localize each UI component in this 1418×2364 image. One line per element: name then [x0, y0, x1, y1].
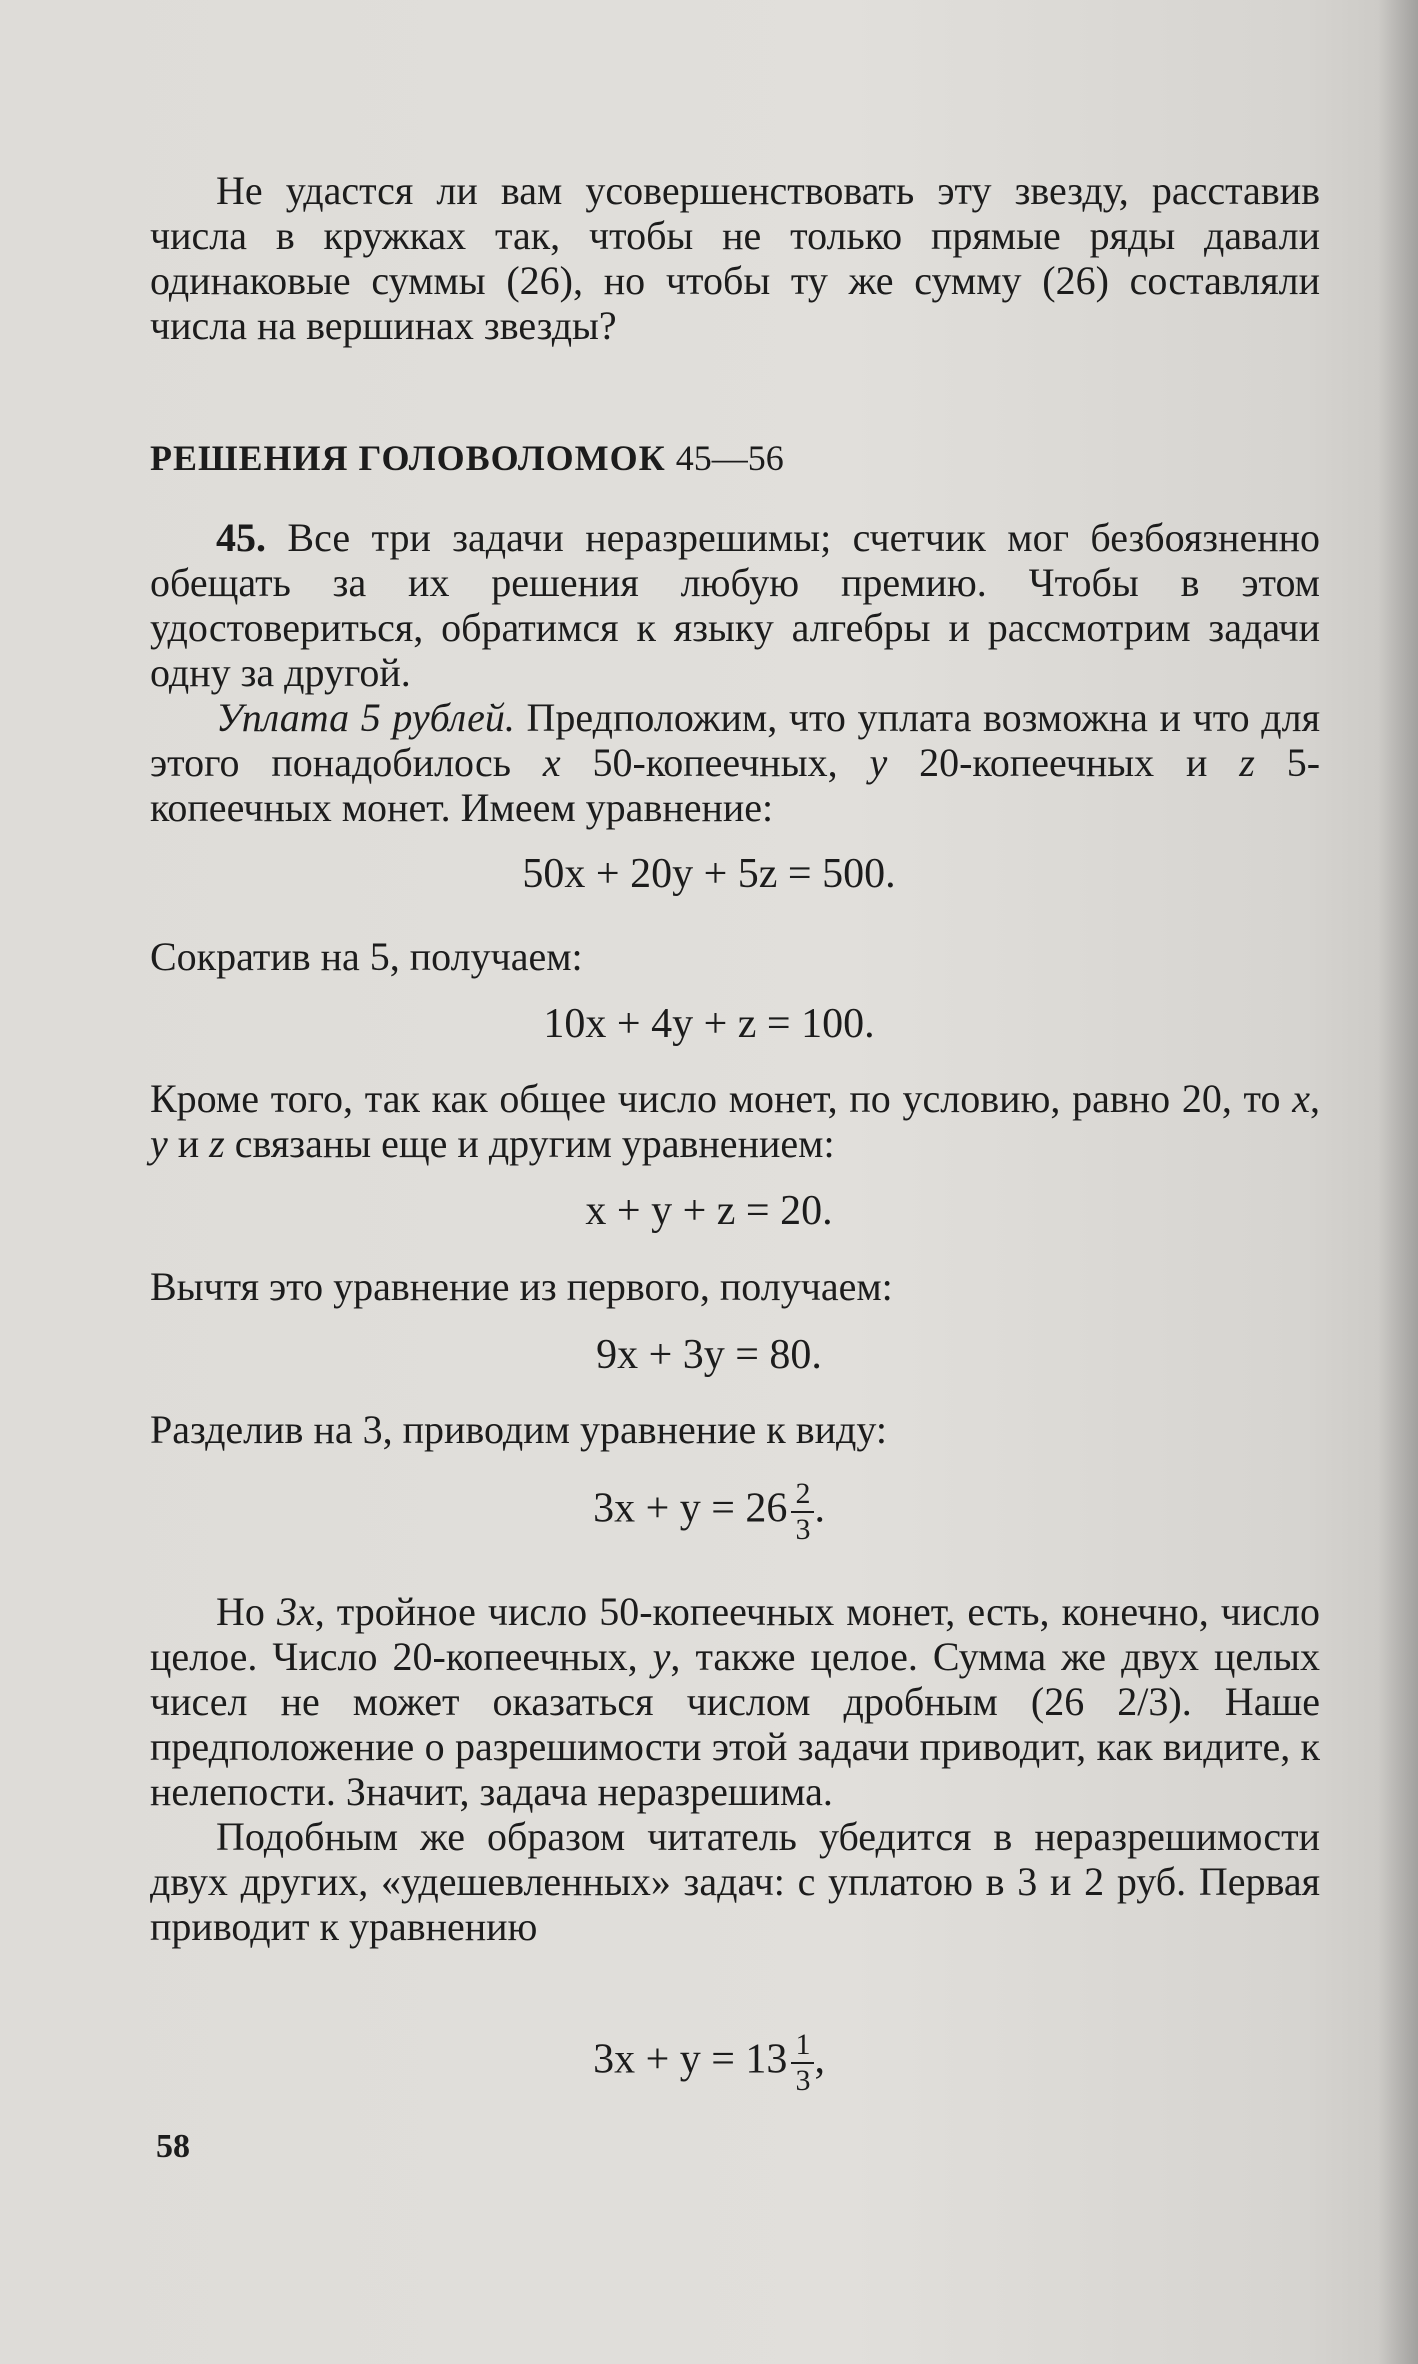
solution-p8: Подобным же образом читатель убедится в неразрешимости двух других, «удешевленных» задач: с уплатою в 3 и 2 руб. Первая приводит к уравнению — [150, 1814, 1320, 1949]
page-number: 58 — [156, 2128, 190, 2165]
solution-p5: Вычтя это уравнение из первого, получаем: — [150, 1264, 893, 1309]
equation-6: 3x + y = 13 $\frac{1}{3}$ , — [593, 2028, 825, 2097]
solution-p7: Но 3x, тройное число 50-копеечных монет, есть, конечно, число целое. Число 20-копеечных, y, также целое. Сумма же двух целых чисел не может оказаться числом дробным (26 2/3). Наше предположение о разрешимости этой задачи приводит, как видите, к нелепости. Значит, задача неразрешима. Подобным же образом читатель убедится в неразрешимости двух других, «удешевленных» задач: с уплатою в 3 и 2 руб. Первая приводит к уравнению — [150, 1589, 1321, 1949]
page-edge-shadow — [1378, 0, 1418, 2364]
equation-3: x + y + z = 20. — [585, 1188, 833, 1234]
heading-title: РЕШЕНИЯ ГОЛОВОЛОМОК — [150, 438, 666, 478]
solution-p2: Уплата 5 рублей. Предположим, что уплата возможна и что для этого понадобилось x 50-копеечных, y 20-копеечных и z 5-копеечных монет. Имеем уравнение: — [150, 695, 1321, 830]
solution-p3: Сократив на 5, получаем: — [150, 934, 583, 979]
solution-p4: Кроме того, так как общее число монет, по условию, равно 20, то x, y и z связаны еще и другим уравнением: — [150, 1076, 1320, 1166]
section-heading — [150, 437, 784, 479]
heading-range: 45—56 — [675, 438, 784, 478]
solution-p6: Разделив на 3, приводим уравнение к виду: — [150, 1407, 887, 1452]
equation-4: 9x + 3y = 80. — [596, 1332, 822, 1378]
equation-2: 10x + 4y + z = 100. — [543, 1001, 875, 1047]
intro-paragraph: Не удастся ли вам усовершенствовать эту звезду, расставив числа в кружках так, чтобы не только прямые ряды давали одинаковые суммы (26), но чтобы ту же сумму (26) составляли числа на вершинах звезды? — [150, 168, 1320, 348]
solution-number: 45. — [216, 515, 266, 560]
equation-5: 3x + y = 26 $\frac{2}{3}$ . — [593, 1477, 825, 1546]
fraction: $\frac{2}{3}$ — [791, 1477, 814, 1547]
equation-1: 50x + 20y + 5z = 500. — [522, 851, 896, 897]
solution-p1: 45. Все три задачи неразрешимы; счетчик мог безбоязненно обещать за их решения любую премию. Чтобы в этом удостовериться, обратимся к языку алгебры и рассмотрим задачи одну за другой. Уплата 5 рублей. Предположим, что уплата возможна и что для этого понадобилось x 50-копеечных, y 20-копеечных и z 5-копеечных монет. Имеем уравнение: — [150, 515, 1321, 830]
subproblem-title: Уплата 5 рублей. — [216, 695, 515, 740]
fraction: $\frac{1}{3}$ — [791, 2028, 814, 2098]
